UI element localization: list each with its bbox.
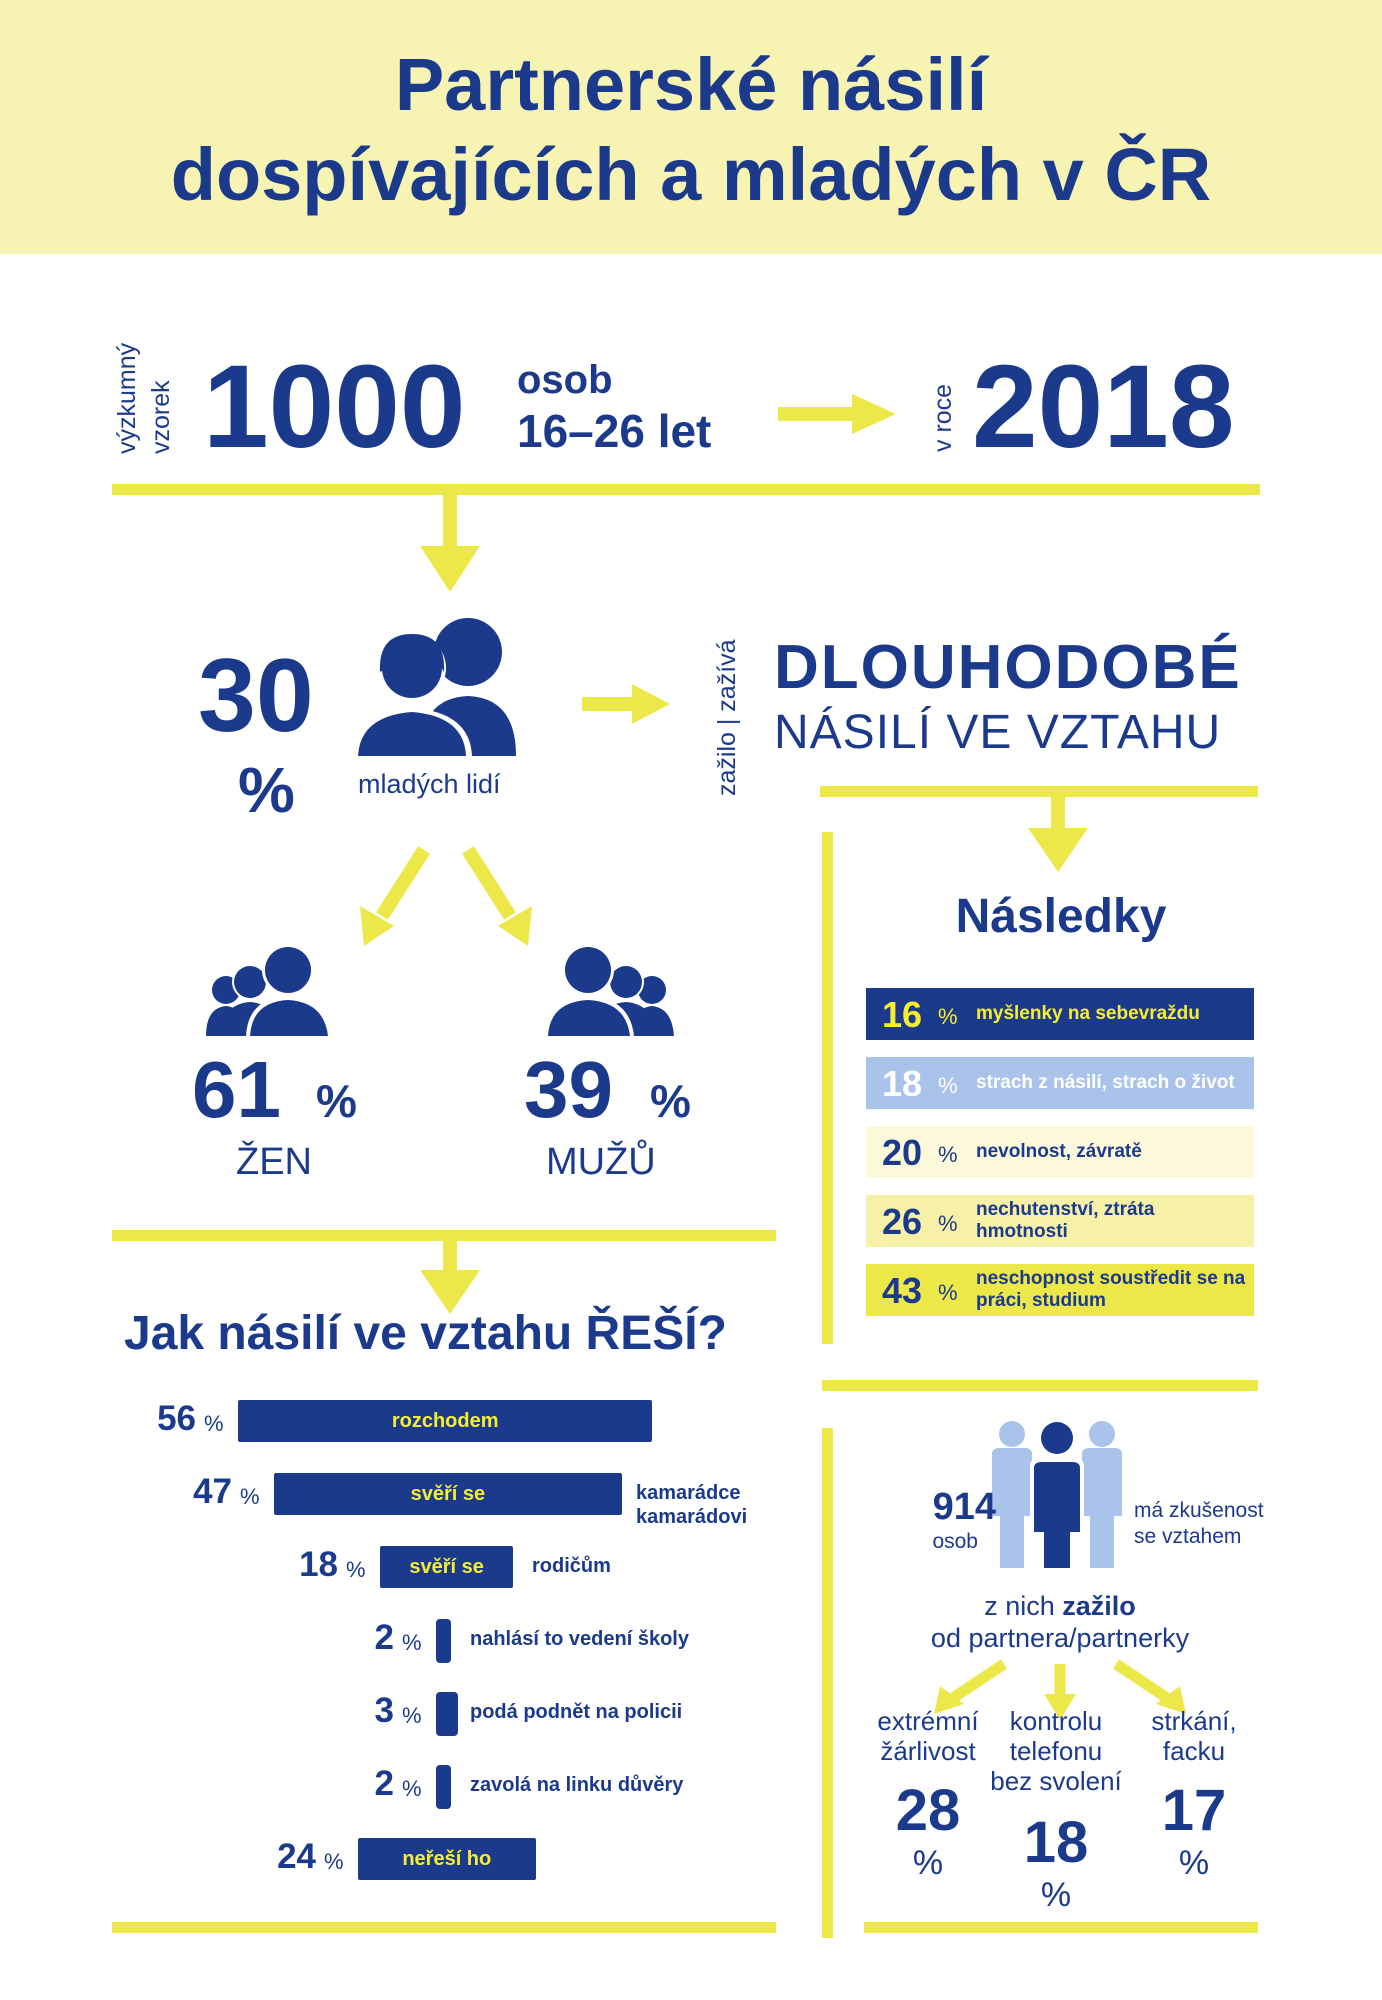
experience-label: bez svolení [990,1766,1122,1796]
split-arrows-icon [360,850,540,950]
sample-unit-line2: 16–26 let [517,405,712,457]
year-value: 2018 [972,341,1235,473]
experience-value: 17 [1161,1778,1227,1843]
relationship-label-line2: se vztahem [1134,1525,1242,1548]
solution-percent-sign: % [324,1849,344,1874]
consequence-label: myšlenky na sebevraždu [976,1003,1200,1024]
consequence-label: nechutenství, ztráta hmotnosti [976,1199,1155,1242]
consequence-value: 16 [882,994,923,1035]
solution-side-label: podá podnět na policii [470,1701,683,1723]
divider-line [864,1922,1258,1933]
divider-line [822,832,833,1344]
consequence-percent-sign: % [938,1004,958,1029]
solution-bar: neřeší ho [358,1838,536,1880]
relationship-count: 914 [932,1486,996,1528]
solution-bar: rozchodem [238,1400,652,1442]
solution-value: 47 [193,1472,232,1511]
consequence-bar [866,1195,1254,1247]
young-people-label: mladých lidí [358,769,501,799]
women-group-icon [206,944,334,1036]
from-them-prefix: z nich [984,1591,1063,1621]
experienced-percent: 30 [198,638,314,754]
divider-line [112,1922,776,1933]
solution-value: 24 [277,1837,316,1876]
sample-label-line1: výzkumný [113,342,141,454]
solution-percent-sign: % [204,1411,224,1436]
men-percent: 39 [524,1045,613,1134]
arrow-right-icon [778,394,898,434]
consequence-percent-sign: % [938,1073,958,1098]
women-percent: 61 [192,1045,281,1134]
men-label: MUŽŮ [546,1141,656,1183]
solution-bar: svěří se [274,1473,622,1515]
consequence-label: nevolnost, závratě [976,1141,1142,1162]
solution-side-label: kamarádce kamarádovi [636,1482,748,1528]
young-couple-icon [350,616,540,756]
women-percent-sign: % [316,1075,357,1127]
relationship-label-line1: má zkušenost [1134,1499,1264,1522]
experience-percent-sign: % [1040,1876,1072,1914]
solution-percent-sign: % [402,1630,422,1655]
solution-side-label: rodičům [532,1555,611,1577]
consequence-percent-sign: % [938,1280,958,1305]
arrow-down-icon [420,488,480,592]
from-them-line [862,1590,1258,1622]
consequence-value: 26 [882,1201,923,1242]
experience-value: 18 [1023,1810,1089,1875]
solutions-heading: Jak násilí ve vztahu ŘEŠÍ? [124,1307,727,1360]
sample-unit-line1: osob [517,358,613,402]
experience-label: telefonu [1009,1736,1103,1766]
experience-percent-sign: % [912,1844,944,1882]
solution-side-label: nahlásí to vedení školy [470,1628,689,1650]
consequence-value: 43 [882,1270,923,1311]
page-title-line2: dospívajících a mladých v ČR [170,133,1212,216]
page-title-line1: Partnerské násilí [394,43,988,126]
from-them-bold: zažilo [1062,1591,1136,1621]
solution-bar [436,1765,451,1809]
consequence-bar [866,1126,1254,1178]
solution-side-label: zavolá na linku důvěry [470,1774,684,1796]
consequences-heading: Následky [955,890,1167,943]
year-label: v roce [929,383,957,452]
divider-line [112,484,1260,495]
divider-line [822,1380,1258,1391]
solution-bar: svěří se [380,1546,513,1588]
sample-label-line2: vzorek [147,380,175,454]
solution-percent-sign: % [240,1484,260,1509]
women-label: ŽEN [236,1141,312,1183]
solution-value: 2 [374,1764,394,1803]
consequence-percent-sign: % [938,1211,958,1236]
experienced-vertical-label: zažilo | zažívá [713,639,741,796]
consequence-bar [866,1057,1254,1109]
solution-value: 18 [299,1545,338,1584]
experience-value: 28 [895,1778,961,1843]
consequence-bar [866,1264,1254,1316]
experience-label: strkání, [1151,1706,1237,1736]
divider-line [822,1428,833,1938]
solution-bar [436,1619,451,1663]
experienced-percent-sign: % [238,754,295,826]
consequence-label: neschopnost soustředit se na práci, studium [976,1268,1246,1311]
consequence-label: strach z násilí, strach o život [976,1072,1235,1093]
sample-count: 1000 [203,341,466,473]
solution-percent-sign: % [402,1776,422,1801]
solution-value: 3 [374,1691,394,1730]
people-group-icon [990,1420,1124,1570]
consequence-bar [866,988,1254,1040]
experience-label: extrémní [877,1706,979,1736]
experience-label: kontrolu [1009,1706,1103,1736]
long-term-heading-line2: NÁSILÍ VE VZTAHU [774,706,1222,759]
consequence-percent-sign: % [938,1142,958,1167]
men-percent-sign: % [650,1075,691,1127]
experience-label: facku [1162,1736,1226,1766]
long-term-heading-line1: DLOUHODOBÉ [774,633,1242,702]
relationship-count-unit: osob [932,1530,978,1553]
solution-percent-sign: % [402,1703,422,1728]
solution-bar [436,1692,458,1736]
experience-percent-sign: % [1178,1844,1210,1882]
experience-label: žárlivost [880,1736,976,1766]
from-partner-line: od partnera/partnerky [930,1623,1190,1653]
solution-value: 56 [157,1399,196,1438]
solution-percent-sign: % [346,1557,366,1582]
arrow-down-icon [420,1234,480,1314]
consequence-value: 18 [882,1063,923,1104]
consequence-value: 20 [882,1132,923,1173]
solution-value: 2 [374,1618,394,1657]
men-group-icon [540,944,676,1036]
arrow-right-icon [582,684,672,724]
arrow-down-icon [1028,790,1088,872]
